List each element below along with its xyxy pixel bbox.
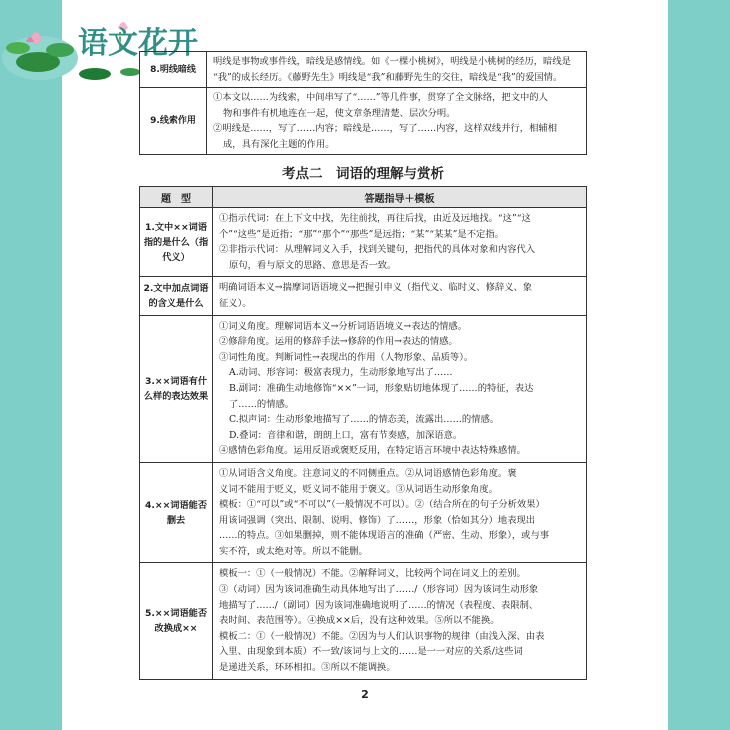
text-line: 是递进关系，环环相扣。③所以不能调换。: [219, 662, 396, 674]
row-type: 5.××词语能否改换成××: [140, 563, 213, 679]
row-name: 9.线索作用: [140, 88, 207, 155]
text-line: 实不符，或太绝对等。所以不能删。: [219, 545, 368, 557]
logo-text: 语文花开: [78, 26, 198, 61]
table-row: [140, 315, 587, 462]
header-type: 题 型: [140, 187, 213, 208]
table-row: [140, 88, 587, 155]
table-header: [140, 187, 587, 208]
row-guide: [213, 315, 587, 462]
text-line: ②修辞角度。运用的修辞手法→修辞的作用→表达的情感。: [219, 336, 458, 348]
text-line: 模板一：①（一般情况）不能。②解释词义，比较两个词在词义上的差别。: [219, 568, 526, 580]
text-line: 成，具有深化主题的作用。: [223, 138, 335, 150]
text-line: ①指示代词：在上下文中找，先往前找，再往后找，由近及远地找。“这”“这: [219, 213, 531, 224]
section-title: 考点二 词语的理解与赏析: [282, 166, 444, 182]
row-guide: [213, 277, 587, 315]
text-line: 了……的情感。: [229, 398, 295, 410]
header-guide: 答题指导＋模板: [213, 187, 587, 208]
text-line: 模板二：①（一般情况）不能。②因为与人们认识事物的规律（由浅入深、由表: [219, 630, 545, 642]
table-row: [140, 462, 587, 563]
text-line: 物和事件有机地连在一起，使文章条理清楚、层次分明。: [223, 107, 456, 119]
text-line: ④感情色彩角度。运用反语或褒贬反用，在特定语言环境中表达特殊感情。: [219, 445, 526, 457]
row-type: 1.文中××词语指的是什么（指代义）: [140, 208, 213, 277]
word-analysis-table: [139, 186, 587, 680]
row-type: 4.××词语能否删去: [140, 462, 213, 563]
text-line: ①从词语含义角度。注意词义的不同侧重点。②从词语感情色彩角度。褒: [219, 467, 517, 479]
row-guide: [213, 462, 587, 563]
text-line: “我”的成长经历。《藤野先生》明线是“我”和藤野先生的交往，暗线是“我”的爱国情。: [213, 71, 563, 83]
row-type: 2.文中加点词语的含义是什么: [140, 277, 213, 315]
row-guide: [213, 563, 587, 679]
text-line: ①词义角度。理解词语本义→分析词语语境义→表达的情感。: [219, 320, 468, 332]
text-line: 原句，看与原文的思路、意思是否一致。: [229, 259, 397, 271]
row-guide: [213, 208, 587, 277]
table-row: [140, 277, 587, 315]
text-line: ③词性角度。判断词性→表现出的作用（人物形象、品质等）。: [219, 351, 474, 363]
text-line: ②非指示代词：从理解词义入手，找到关键句，把指代的具体对象和内容代入: [219, 244, 536, 256]
table-row: [140, 208, 587, 277]
text-line: C.拟声词：生动形象地描写了……的情态美，流露出……的情感。: [229, 414, 500, 426]
text-line: 义词不能用于贬义，贬义词不能用于褒义。③从词语生动形象角度。: [219, 483, 498, 495]
text-line: ①本文以……为线索，中间串写了“……”等几件事，贯穿了全文脉络，把文中的人: [213, 92, 548, 103]
text-line: 明确词语本义→揣摩词语语境义→把握引申义（指代义、临时义、修辞义、象: [219, 282, 533, 294]
row-desc: [207, 88, 587, 155]
row-desc: [207, 52, 587, 88]
text-line: 征义）。: [219, 297, 252, 309]
text-line: 个”“这些”是近指；“那”“那个”“那些”是远指；“某”“某某”是不定指。: [219, 228, 504, 240]
text-line: 模板：①“可以”或“不可以”（一般情况不可以）。②（结合所在的句子分析效果）: [219, 499, 545, 511]
text-line: D.叠词：音律和谐，朗朗上口，富有节奏感，加深语意。: [229, 429, 463, 441]
text-line: 入里、由现象到本质）不一致/该词与上文的……是一一对应的关系/这些词: [219, 646, 523, 658]
text-line: 地描写了……/（副词）因为该词准确地说明了……的情况（表程度、表限制、: [219, 599, 539, 611]
text-line: 明线是事物或事件线，暗线是感情线。如《一棵小桃树》，明线是小桃树的经历，暗线是: [213, 56, 571, 67]
thread-table: [139, 51, 587, 155]
text-line: 用该词强调（突出、限制、说明、修饰）了……，形象（恰如其分）地表现出: [219, 514, 536, 526]
text-line: B.副词：准确生动地修饰“××”一词，形象贴切地体现了……的特征，表达: [229, 382, 534, 394]
text-line: A.动词、形容词：极富表现力，生动形象地写出了……: [229, 367, 453, 379]
text-line: ……的特点。③如果删掉，则不能体现语言的准确（严密、生动、形象），或与事: [219, 530, 550, 542]
text-line: 表时间、表范围等）。④换成××后，没有这种效果。⑤所以不能换。: [219, 615, 500, 627]
page-number: 2: [361, 688, 369, 701]
row-name: 8.明线暗线: [140, 52, 207, 88]
table-row: [140, 563, 587, 679]
row-type: 3.××词语有什么样的表达效果: [140, 315, 213, 462]
text-line: ③（动词）因为该词准确生动具体地写出了……/（形容词）因为该词生动形象: [219, 584, 539, 596]
text-line: ②明线是……，写了……内容；暗线是……，写了……内容，这样双线并行，相辅相: [213, 123, 557, 134]
table-row: [140, 52, 587, 88]
